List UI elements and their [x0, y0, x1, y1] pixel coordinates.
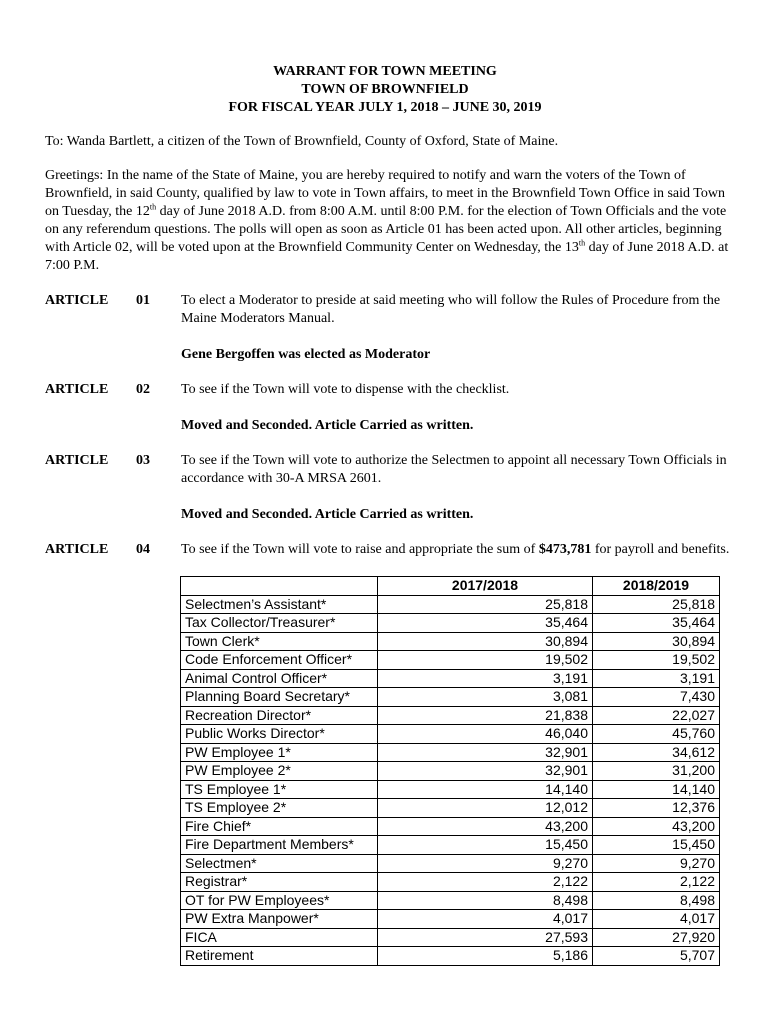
table-header-row — [181, 577, 720, 596]
table-row — [181, 836, 720, 855]
fy2018-cell: 3,081 — [378, 688, 593, 707]
greetings-text-1: Greetings: In the name of the State of Maine, you are hereby required to notify and warn the voters of the Town of Brownfield, in said County, qualified by law to vote in Town affairs, to meet in the Brownfield Town Office in said Town on Tuesday, the 12 — [45, 168, 725, 219]
greetings-text-2: day of June 2018 A.D. from 8:00 A.M. until 8:00 P.M. for the election of Town Officials and the vote on any referendum questions. The polls will open as soon as Article 01 has been acted upon. All other articles, beginning with Article 02, will be voted upon at the Brownfield Community Center on Wednesday, the 13 — [45, 204, 727, 255]
fy2019-cell: 31,200 — [593, 762, 720, 781]
article-text: To see if the Town will vote to authorize the Selectmen to appoint all necessary Town Officials in accordance with 30-A MRSA 2601. — [181, 453, 727, 486]
table-row — [181, 891, 720, 910]
fy2018-cell: 25,818 — [378, 595, 593, 614]
article-label: ARTICLE — [45, 382, 109, 397]
article-label: ARTICLE — [45, 293, 109, 308]
fy2019-cell: 14,140 — [593, 780, 720, 799]
table-row — [181, 669, 720, 688]
position-cell: PW Extra Manpower* — [181, 910, 378, 929]
article-result: Gene Bergoffen was elected as Moderator — [181, 347, 431, 362]
article-number: 04 — [136, 542, 150, 557]
fy2019-cell: 35,464 — [593, 614, 720, 633]
article-result: Moved and Seconded. Article Carried as written. — [181, 507, 474, 522]
position-cell: PW Employee 2* — [181, 762, 378, 781]
town-name: TOWN OF BROWNFIELD — [301, 82, 469, 97]
header-position — [181, 577, 378, 596]
article-text: To elect a Moderator to preside at said meeting who will follow the Rules of Procedure from the Maine Moderators Manual. — [181, 293, 721, 326]
fy2019-cell: 27,920 — [593, 928, 720, 947]
fy2018-cell: 4,017 — [378, 910, 593, 929]
fy2019-cell: 25,818 — [593, 595, 720, 614]
to-line: To: Wanda Bartlett, a citizen of the Town of Brownfield, County of Oxford, State of Maine. — [45, 134, 559, 149]
position-cell: Recreation Director* — [181, 706, 378, 725]
article-text — [181, 541, 731, 559]
table-row — [181, 614, 720, 633]
fiscal-year-title: FOR FISCAL YEAR JULY 1, 2018 – JUNE 30, 2019 — [228, 100, 542, 115]
fy2019-cell: 22,027 — [593, 706, 720, 725]
fy2019-cell: 19,502 — [593, 651, 720, 670]
article-text-before: To see if the Town will vote to raise and appropriate the sum of — [181, 542, 539, 557]
table-row — [181, 817, 720, 836]
table-row — [181, 688, 720, 707]
fy2019-cell: 2,122 — [593, 873, 720, 892]
table-row — [181, 854, 720, 873]
fy2019-cell: 8,498 — [593, 891, 720, 910]
fy2019-cell: 45,760 — [593, 725, 720, 744]
table-row — [181, 706, 720, 725]
fy2018-cell: 32,901 — [378, 743, 593, 762]
fy2018-cell: 9,270 — [378, 854, 593, 873]
position-cell: Animal Control Officer* — [181, 669, 378, 688]
position-cell: Public Works Director* — [181, 725, 378, 744]
fy2019-cell: 12,376 — [593, 799, 720, 818]
fy2018-cell: 3,191 — [378, 669, 593, 688]
fy2019-cell: 43,200 — [593, 817, 720, 836]
fy2018-cell: 2,122 — [378, 873, 593, 892]
position-cell: Selectmen’s Assistant* — [181, 595, 378, 614]
article-text: To see if the Town will vote to dispense with the checklist. — [181, 382, 510, 397]
table-row — [181, 725, 720, 744]
fy2018-cell: 35,464 — [378, 614, 593, 633]
table-row — [181, 595, 720, 614]
position-cell: TS Employee 1* — [181, 780, 378, 799]
fy2019-cell: 7,430 — [593, 688, 720, 707]
table-row — [181, 873, 720, 892]
table-row — [181, 743, 720, 762]
article-number: 02 — [136, 382, 150, 397]
table-row — [181, 651, 720, 670]
fy2018-cell: 43,200 — [378, 817, 593, 836]
header-fy2019: 2018/2019 — [593, 577, 720, 596]
fy2019-cell: 5,707 — [593, 947, 720, 966]
fy2018-cell: 32,901 — [378, 762, 593, 781]
fy2018-cell: 8,498 — [378, 891, 593, 910]
position-cell: Tax Collector/Treasurer* — [181, 614, 378, 633]
fy2018-cell: 30,894 — [378, 632, 593, 651]
article-label: ARTICLE — [45, 542, 109, 557]
table-row — [181, 799, 720, 818]
fy2018-cell: 5,186 — [378, 947, 593, 966]
fy2018-cell: 19,502 — [378, 651, 593, 670]
greetings-sup-2: th — [578, 238, 586, 248]
fy2018-cell: 21,838 — [378, 706, 593, 725]
position-cell: Code Enforcement Officer* — [181, 651, 378, 670]
article-label: ARTICLE — [45, 453, 109, 468]
greetings-paragraph — [45, 167, 735, 275]
header-fy2018: 2017/2018 — [378, 577, 593, 596]
position-cell: Registrar* — [181, 873, 378, 892]
position-cell: Retirement — [181, 947, 378, 966]
fy2019-cell: 30,894 — [593, 632, 720, 651]
position-cell: Fire Chief* — [181, 817, 378, 836]
table-row — [181, 947, 720, 966]
article-result: Moved and Seconded. Article Carried as written. — [181, 418, 474, 433]
fy2018-cell: 27,593 — [378, 928, 593, 947]
position-cell: OT for PW Employees* — [181, 891, 378, 910]
fy2018-cell: 12,012 — [378, 799, 593, 818]
article-number: 01 — [136, 293, 150, 308]
fy2018-cell: 46,040 — [378, 725, 593, 744]
table-row — [181, 632, 720, 651]
article-number: 03 — [136, 453, 150, 468]
position-cell: FICA — [181, 928, 378, 947]
position-cell: TS Employee 2* — [181, 799, 378, 818]
payroll-table-body — [181, 595, 720, 965]
position-cell: Fire Department Members* — [181, 836, 378, 855]
greetings-sup-1: th — [149, 202, 157, 212]
fy2019-cell: 34,612 — [593, 743, 720, 762]
fy2019-cell: 15,450 — [593, 836, 720, 855]
fy2019-cell: 9,270 — [593, 854, 720, 873]
article-text-after: for payroll and benefits. — [591, 542, 730, 557]
position-cell: Selectmen* — [181, 854, 378, 873]
fy2019-cell: 3,191 — [593, 669, 720, 688]
warrant-title: WARRANT FOR TOWN MEETING — [273, 64, 497, 79]
fy2018-cell: 14,140 — [378, 780, 593, 799]
table-row — [181, 910, 720, 929]
table-row — [181, 928, 720, 947]
fy2018-cell: 15,450 — [378, 836, 593, 855]
table-row — [181, 780, 720, 799]
payroll-amount: $473,781 — [538, 542, 592, 557]
table-row — [181, 762, 720, 781]
position-cell: PW Employee 1* — [181, 743, 378, 762]
payroll-table — [180, 576, 720, 966]
position-cell: Planning Board Secretary* — [181, 688, 378, 707]
position-cell: Town Clerk* — [181, 632, 378, 651]
greetings-text-3: day of June 2018 A.D. at 7:00 P.M. — [45, 240, 729, 273]
fy2019-cell: 4,017 — [593, 910, 720, 929]
